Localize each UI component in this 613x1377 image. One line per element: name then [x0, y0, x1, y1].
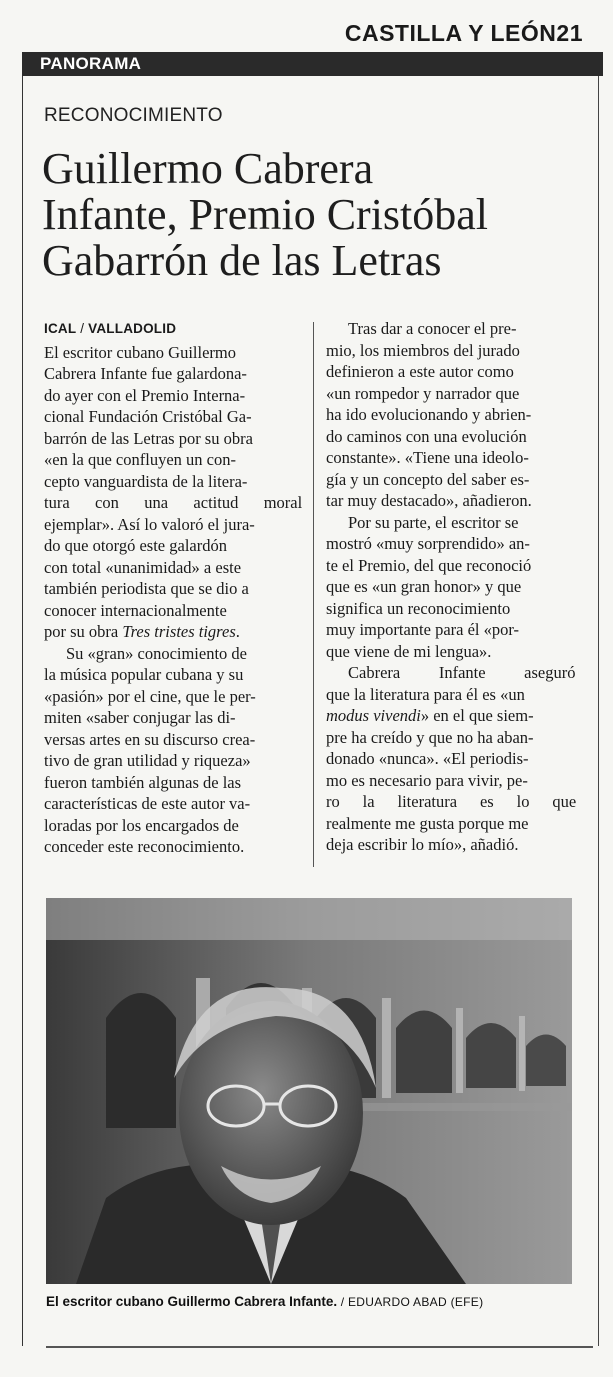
frame-right-rule [598, 76, 599, 1346]
text-line: tura con una actitud moral [44, 493, 303, 512]
text-line: Por su parte, el escritor se [348, 512, 519, 532]
section-name: CASTILLA Y LEÓN [344, 20, 557, 46]
text-line: Tras dar a conocer el pre- [348, 319, 517, 338]
text-line: que es «un gran honor» y que [326, 577, 522, 596]
text-line: que viene de mi lengua». [326, 641, 492, 661]
section-header [345, 20, 583, 47]
text-line: realmente me gusta porque me [326, 813, 529, 833]
text-line: tar muy destacado», añadieron. [326, 491, 532, 510]
text-line: El escritor cubano Guillermo [44, 342, 236, 362]
text-line: «pasión» por el cine, que le per- [44, 686, 256, 706]
text-line: conceder este reconocimiento. [44, 837, 245, 856]
text-line: significa un reconocimiento [326, 598, 511, 618]
text-line: Cabrera Infante fue galardona- [44, 364, 247, 383]
article-headline [42, 146, 582, 284]
text-line: que la literatura para él es «un [326, 684, 525, 704]
text-line: tivo de gran utilidad y riqueza» [44, 751, 251, 770]
text-line: cional Fundación Cristóbal Ga- [44, 407, 252, 426]
text-run: . [235, 622, 240, 641]
text-line: barrón de las Letras por su obra [44, 428, 253, 448]
text-line: cepto vanguardista de la litera- [44, 471, 248, 491]
text-line: fueron también algunas de las [44, 772, 242, 792]
byline [44, 318, 302, 340]
frame-left-rule [22, 76, 23, 1346]
text-line: la música popular cubana y su [44, 665, 244, 684]
text-line: deja escribir lo mío», añadió. [326, 835, 519, 854]
text-line: versas artes en su discurso crea- [44, 729, 256, 749]
text-line: te el Premio, del que reconoció [326, 555, 532, 575]
text-line: muy importante para él «por- [326, 620, 520, 639]
text-line: mo es necesario para vivir, pe- [326, 770, 528, 790]
text-line: definieron a este autor como [326, 362, 514, 381]
text-run: » en el que siem- [420, 706, 534, 725]
frame-bottom-rule [46, 1346, 593, 1348]
italic-title: modus vivendi [326, 706, 421, 725]
text-line: mio, los miembros del jurado [326, 340, 520, 360]
text-line: miten «saber conjugar las di- [44, 708, 236, 727]
text-line [44, 621, 302, 643]
caption-text: El escritor cubano Guillermo Cabrera Infante. [46, 1294, 338, 1309]
column-divider [313, 322, 314, 867]
text-line: gía y un concepto del saber es- [326, 469, 530, 489]
text-line: ro la literatura es lo que [326, 792, 577, 811]
byline-location: VALLADOLID [88, 321, 177, 336]
text-line: características de este autor va- [44, 794, 251, 813]
headline-line: Infante, Premio Cristóbal [42, 190, 489, 239]
text-line: donado «nunca». «El periodis- [326, 749, 529, 768]
article-column-right [326, 318, 576, 856]
text-line: Cabrera Infante aseguró [348, 663, 576, 682]
column-right-text [326, 318, 576, 856]
text-line [326, 705, 576, 727]
article-photo [46, 898, 572, 1284]
text-line: también periodista que se dio a [44, 579, 249, 598]
photo-credit: / EDUARDO ABAD (EFE) [337, 1295, 484, 1309]
text-line: «en la que confluyen un con- [44, 450, 236, 469]
text-line: pre ha creído y que no ha aban- [326, 727, 534, 747]
text-line: do que otorgó este galardón [44, 536, 227, 555]
page-number: 21 [556, 20, 583, 46]
headline-line: Gabarrón de las Letras [42, 236, 442, 285]
text-line: conocer internacionalmente [44, 600, 227, 620]
section-label: PANORAMA [40, 54, 142, 73]
article-kicker: RECONOCIMIENTO [44, 105, 223, 126]
text-line: mostró «muy sorprendido» an- [326, 534, 530, 553]
italic-title: Tres tristes tigres [122, 622, 236, 641]
byline-agency: ICAL [44, 321, 77, 336]
text-line: do caminos con una evolución [326, 426, 527, 446]
column-left-text [44, 342, 302, 858]
photo-image [46, 898, 572, 1284]
photo-caption [46, 1294, 483, 1309]
text-line: loradas por los encargados de [44, 815, 239, 835]
article-column-left [44, 318, 302, 858]
text-line: con total «unanimidad» a este [44, 557, 242, 577]
text-line: «un rompedor y narrador que [326, 383, 520, 403]
text-line: constante». «Tiene una ideolo- [326, 448, 529, 467]
byline-separator: / [76, 321, 89, 336]
text-run: por su obra [44, 622, 123, 641]
section-label-bar [22, 52, 603, 76]
headline-line: Guillermo Cabrera [42, 144, 374, 193]
text-line: ejemplar». Así lo valoró el jura- [44, 514, 255, 534]
text-line: do ayer con el Premio Interna- [44, 385, 246, 405]
text-line: ha ido evolucionando y abrien- [326, 405, 532, 424]
text-line: Su «gran» conocimiento de [66, 643, 248, 663]
